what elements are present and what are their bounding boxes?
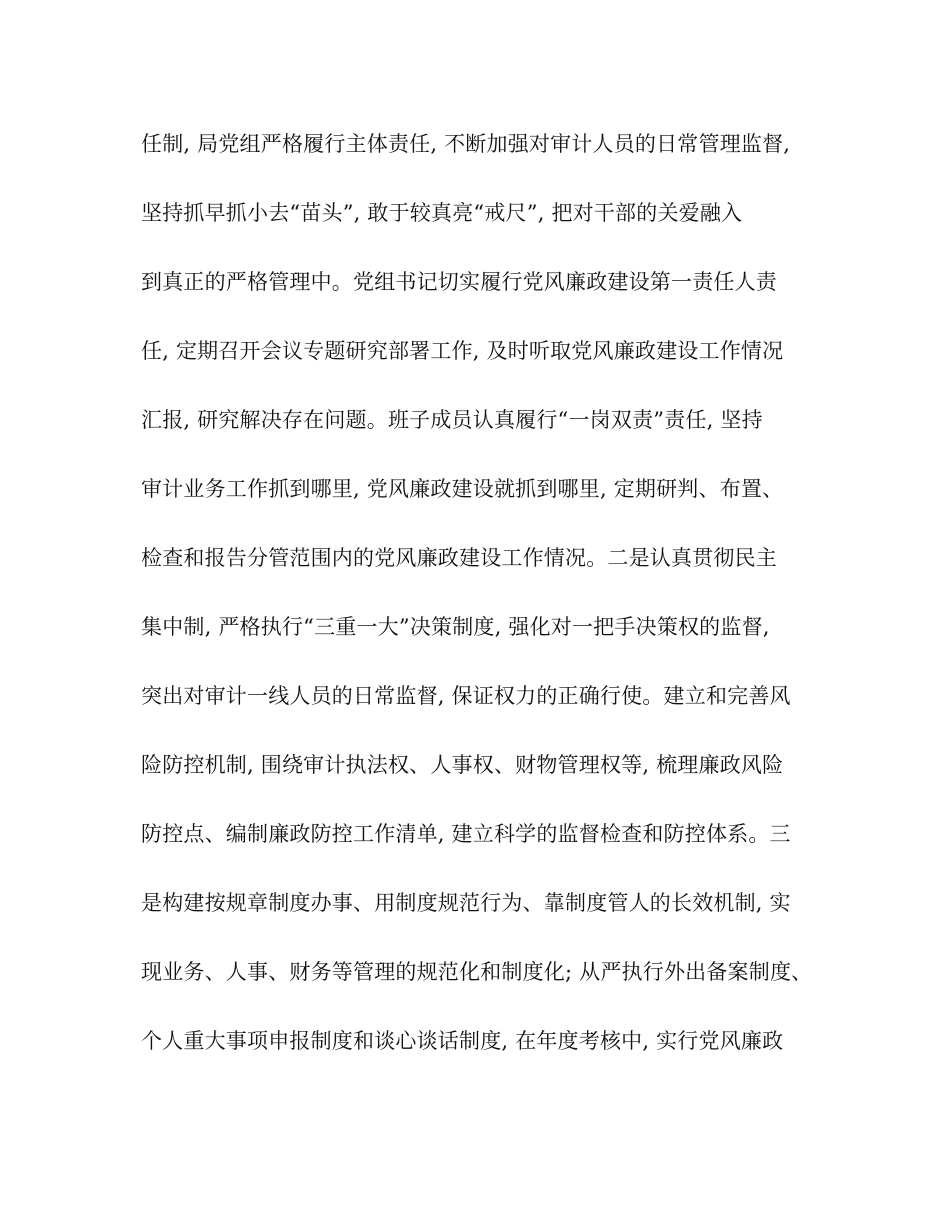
text-line-6: 审计业务工作抓到哪里, 党风廉政建设就抓到哪里, 定期研判、布置、 bbox=[141, 477, 784, 501]
text-line-1: 任制, 局党组严格履行主体责任, 不断加强对审计人员的日常管理监督, bbox=[141, 132, 791, 156]
body-text bbox=[141, 124, 821, 1090]
text-line-2: 坚持抓早抓小去“苗头”, 敢于较真亮“戒尺”, 把对干部的关爱融入 bbox=[141, 201, 743, 225]
text-line-11: 防控点、编制廉政防控工作清单, 建立科学的监督检查和防控体系。三 bbox=[141, 822, 791, 846]
text-line-14: 个人重大事项申报制度和谈心谈话制度, 在年度考核中, 实行党风廉政 bbox=[141, 1029, 784, 1053]
text-line-4: 任, 定期召开会议专题研究部署工作, 及时听取党风廉政建设工作情况 bbox=[141, 339, 784, 363]
text-line-8: 集中制, 严格执行“三重一大”决策制度, 强化对一把手决策权的监督, bbox=[141, 615, 770, 639]
text-line-13: 现业务、人事、财务等管理的规范化和制度化; 从严执行外出备案制度、 bbox=[141, 960, 813, 984]
text-line-7: 检查和报告分管范围内的党风廉政建设工作情况。二是认真贯彻民主 bbox=[141, 546, 777, 570]
text-line-9: 突出对审计一线人员的日常监督, 保证权力的正确行使。建立和完善风 bbox=[141, 684, 791, 708]
text-line-10: 险防控机制, 围绕审计执法权、人事权、财物管理权等, 梳理廉政风险 bbox=[141, 753, 784, 777]
text-line-12: 是构建按规章制度办事、用制度规范行为、靠制度管人的长效机制, 实 bbox=[141, 891, 791, 915]
text-line-5: 汇报, 研究解决存在问题。班子成员认真履行“一岗双责”责任, 坚持 bbox=[141, 408, 763, 432]
text-line-3: 到真正的严格管理中。党组书记切实履行党风廉政建设第一责任人责 bbox=[141, 270, 777, 294]
